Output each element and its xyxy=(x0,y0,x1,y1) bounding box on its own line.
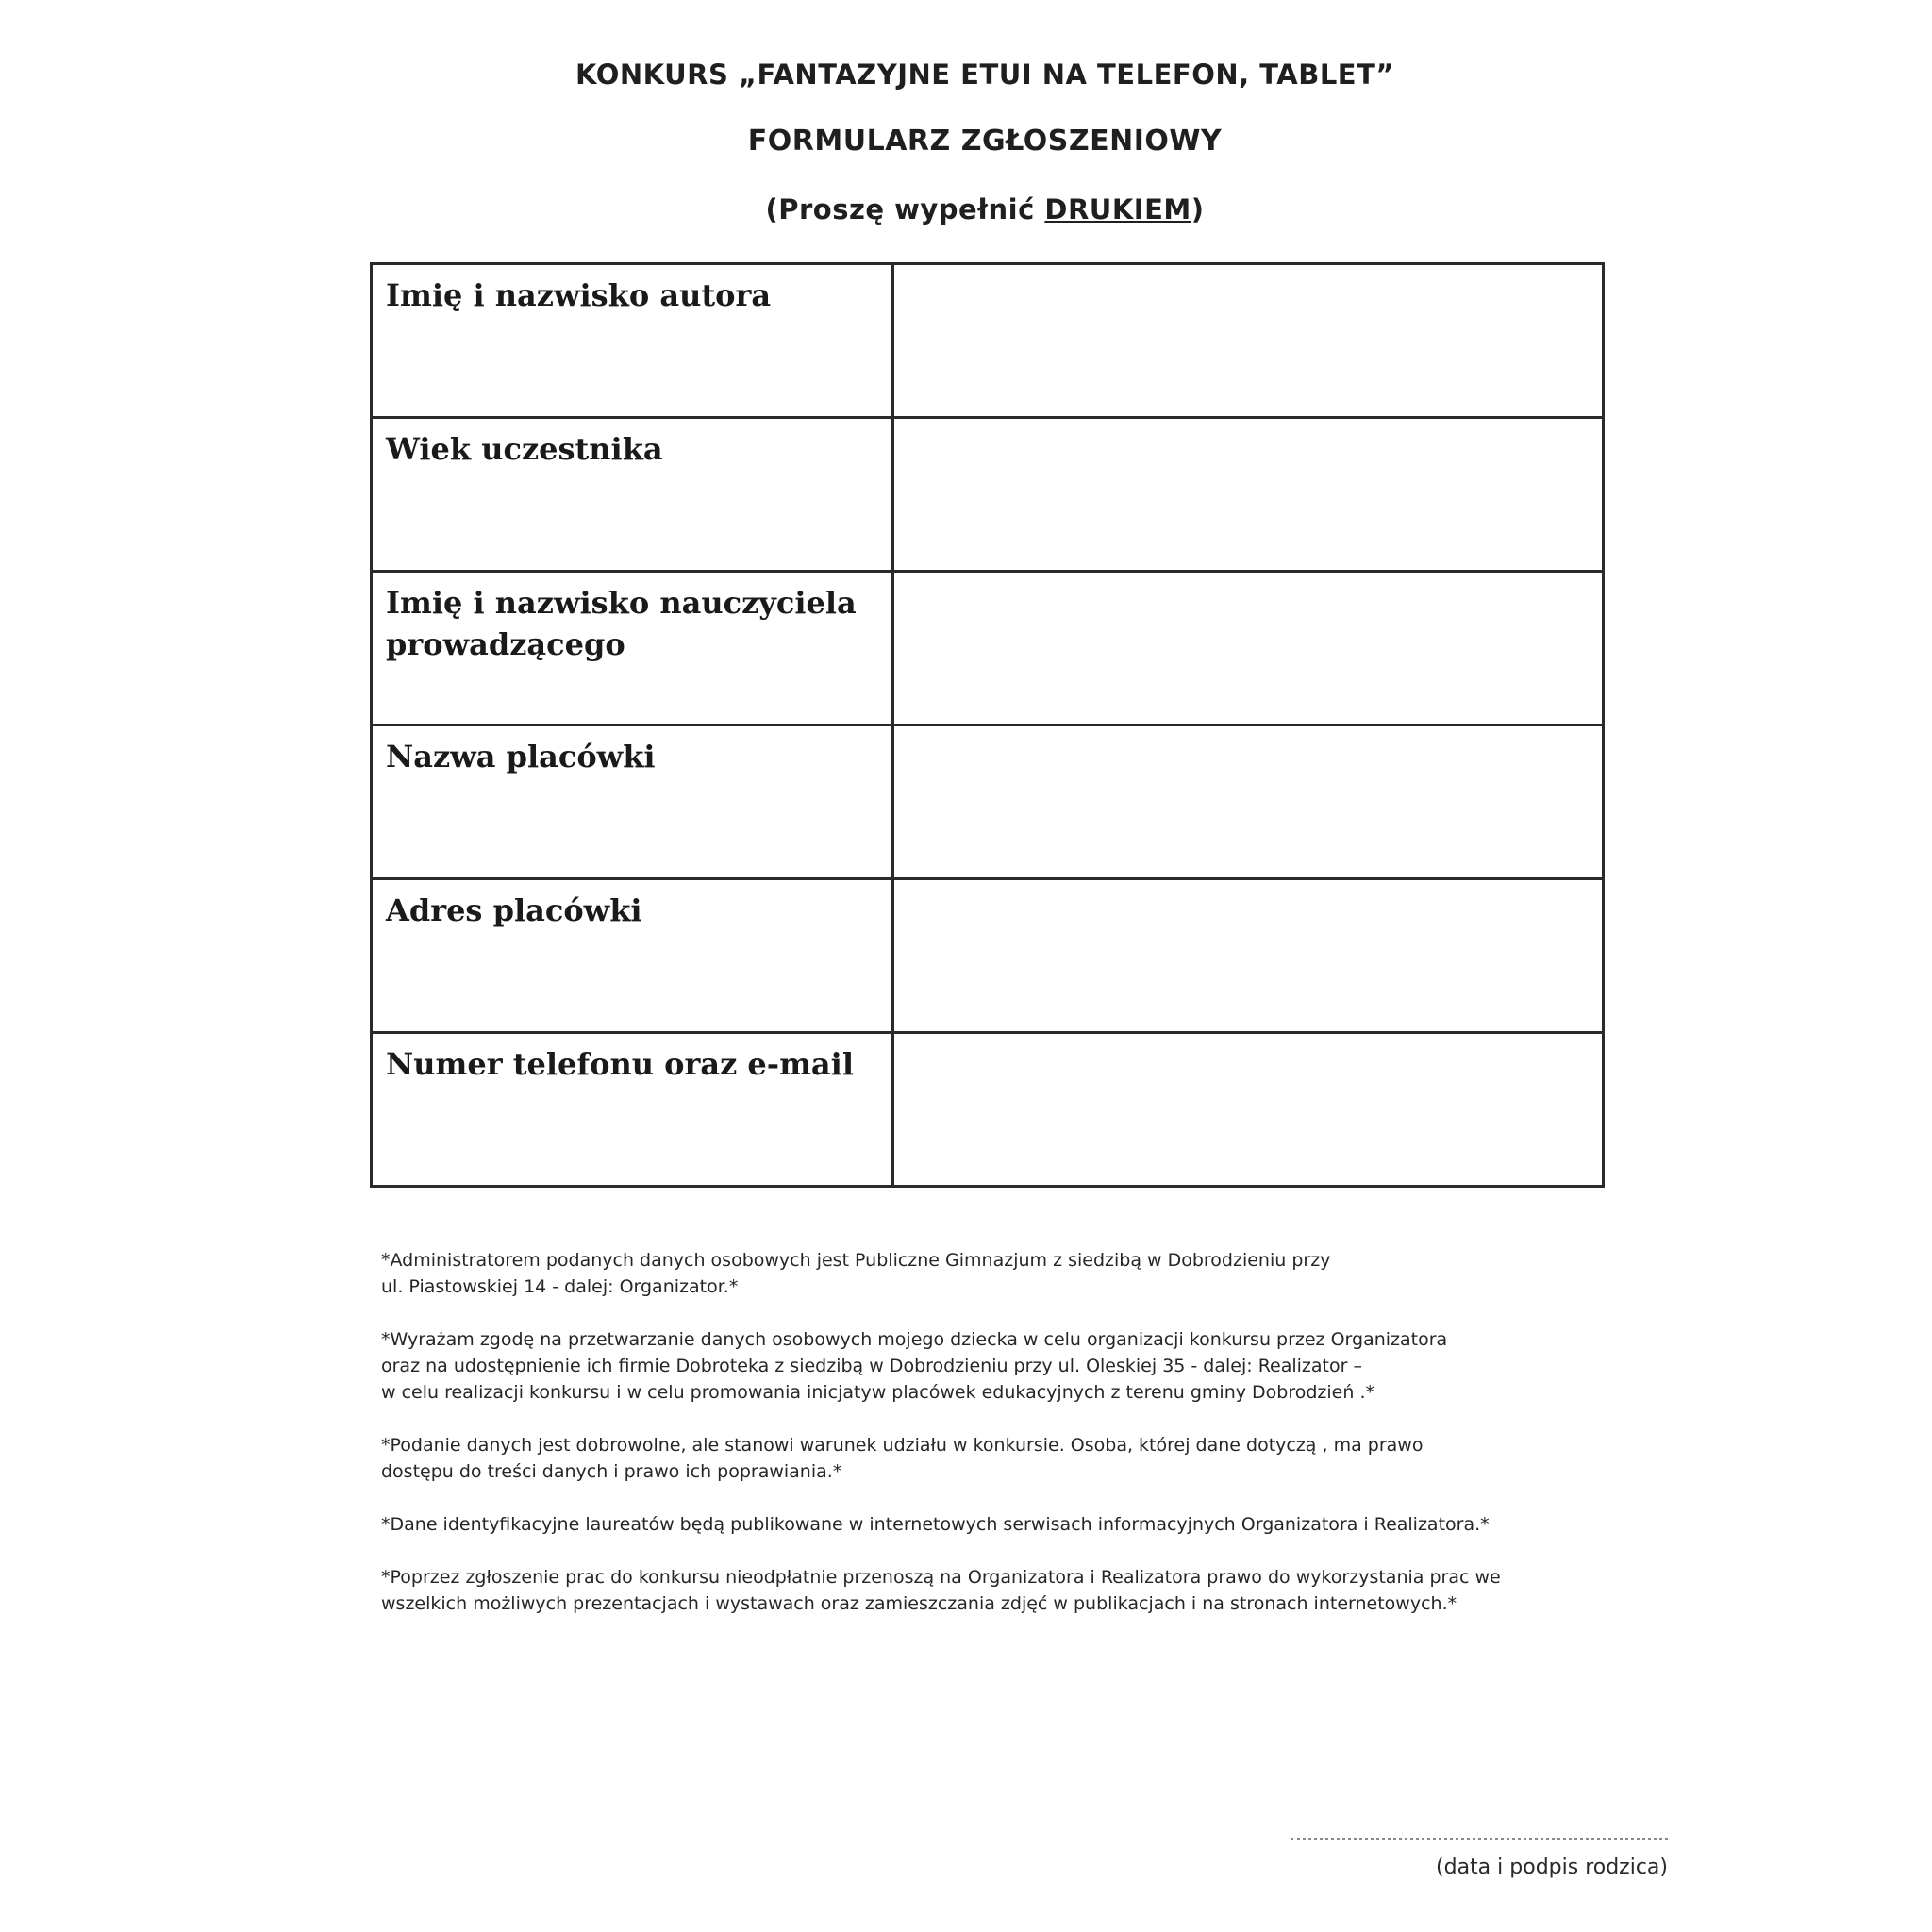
participant-age-field[interactable] xyxy=(894,419,1602,570)
label-cell xyxy=(372,1033,893,1187)
field-label-institution-address: Adres placówki xyxy=(386,892,642,928)
value-cell[interactable] xyxy=(893,418,1604,572)
teacher-name-field[interactable] xyxy=(894,573,1602,724)
form-row-phone-email xyxy=(372,1033,1604,1187)
instruction-suffix: ) xyxy=(1191,193,1205,225)
field-label-participant-age: Wiek uczestnika xyxy=(386,431,663,467)
entry-form-table xyxy=(370,262,1605,1188)
label-cell xyxy=(372,725,893,879)
value-cell[interactable] xyxy=(893,264,1604,418)
phone-email-field[interactable] xyxy=(894,1034,1602,1185)
label-cell xyxy=(372,572,893,725)
form-subtitle: FORMULARZ ZGŁOSZENIOWY xyxy=(747,125,1223,158)
fill-instruction xyxy=(0,193,1932,225)
instruction-prefix: (Proszę wypełnić xyxy=(765,193,1045,225)
field-label-teacher-name: Imię i nazwisko nauczyciela prowadzącego xyxy=(386,585,857,662)
value-cell[interactable] xyxy=(893,879,1604,1033)
value-cell[interactable] xyxy=(893,1033,1604,1187)
form-row-participant-age xyxy=(372,418,1604,572)
note-winners-publication: *Dane identyfikacyjne laureatów będą publikowane w internetowych serwisach informacyjnych Organizatora i Realizatora.* xyxy=(381,1514,1490,1535)
form-row-author-name xyxy=(372,264,1604,418)
signature-label: (data i podpis rodzica) xyxy=(1436,1856,1668,1879)
note-processing-consent: *Wyrażam zgodę na przetwarzanie danych osobowych mojego dziecka w celu organizacji konkursu przez Organizatora oraz na udostępnienie ich firmie Dobroteka z siedzibą w Dobrodzieniu przy ul. Oleskiej 35 - dalej: Realizator – w celu realizacji konkursu i w celu promowania inicjatyw placówek edukacyjnych z terenu gminy Dobrodzień .* xyxy=(381,1329,1448,1403)
field-label-phone-email: Numer telefonu oraz e-mail xyxy=(386,1046,854,1082)
note-data-administrator: *Administratorem podanych danych osobowych jest Publiczne Gimnazjum z siedzibą w Dobrodzieniu przy ul. Piastowskiej 14 - dalej: Organizator.* xyxy=(381,1250,1331,1297)
form-title: KONKURS „FANTAZYJNE ETUI NA TELEFON, TABLET” xyxy=(575,58,1394,91)
field-label-author-name: Imię i nazwisko autora xyxy=(386,277,772,313)
label-cell xyxy=(372,879,893,1033)
field-label-institution-name: Nazwa placówki xyxy=(386,739,656,774)
label-cell xyxy=(372,264,893,418)
instruction-emphasis: DRUKIEM xyxy=(1044,193,1191,225)
value-cell[interactable] xyxy=(893,725,1604,879)
signature-line[interactable] xyxy=(1291,1838,1668,1840)
signature-block xyxy=(1291,1838,1668,1879)
label-cell xyxy=(372,418,893,572)
value-cell[interactable] xyxy=(893,572,1604,725)
author-name-field[interactable] xyxy=(894,265,1602,416)
consent-notes xyxy=(381,1247,1617,1643)
institution-name-field[interactable] xyxy=(894,726,1602,877)
form-row-institution-name xyxy=(372,725,1604,879)
form-row-institution-address xyxy=(372,879,1604,1033)
note-voluntary-data: *Podanie danych jest dobrowolne, ale stanowi warunek udziału w konkursie. Osoba, której dane dotyczą , ma prawo dostępu do treści danych i prawo ich poprawiania.* xyxy=(381,1435,1424,1482)
institution-address-field[interactable] xyxy=(894,880,1602,1031)
form-row-teacher-name xyxy=(372,572,1604,725)
note-rights-transfer: *Poprzez zgłoszenie prac do konkursu nieodpłatnie przenoszą na Organizatora i Realizatora prawo do wykorzystania prac we wszelkich możliwych prezentacjach i wystawach oraz zamieszczania zdjęć w publikacjach i na stronach internetowych.* xyxy=(381,1567,1501,1614)
